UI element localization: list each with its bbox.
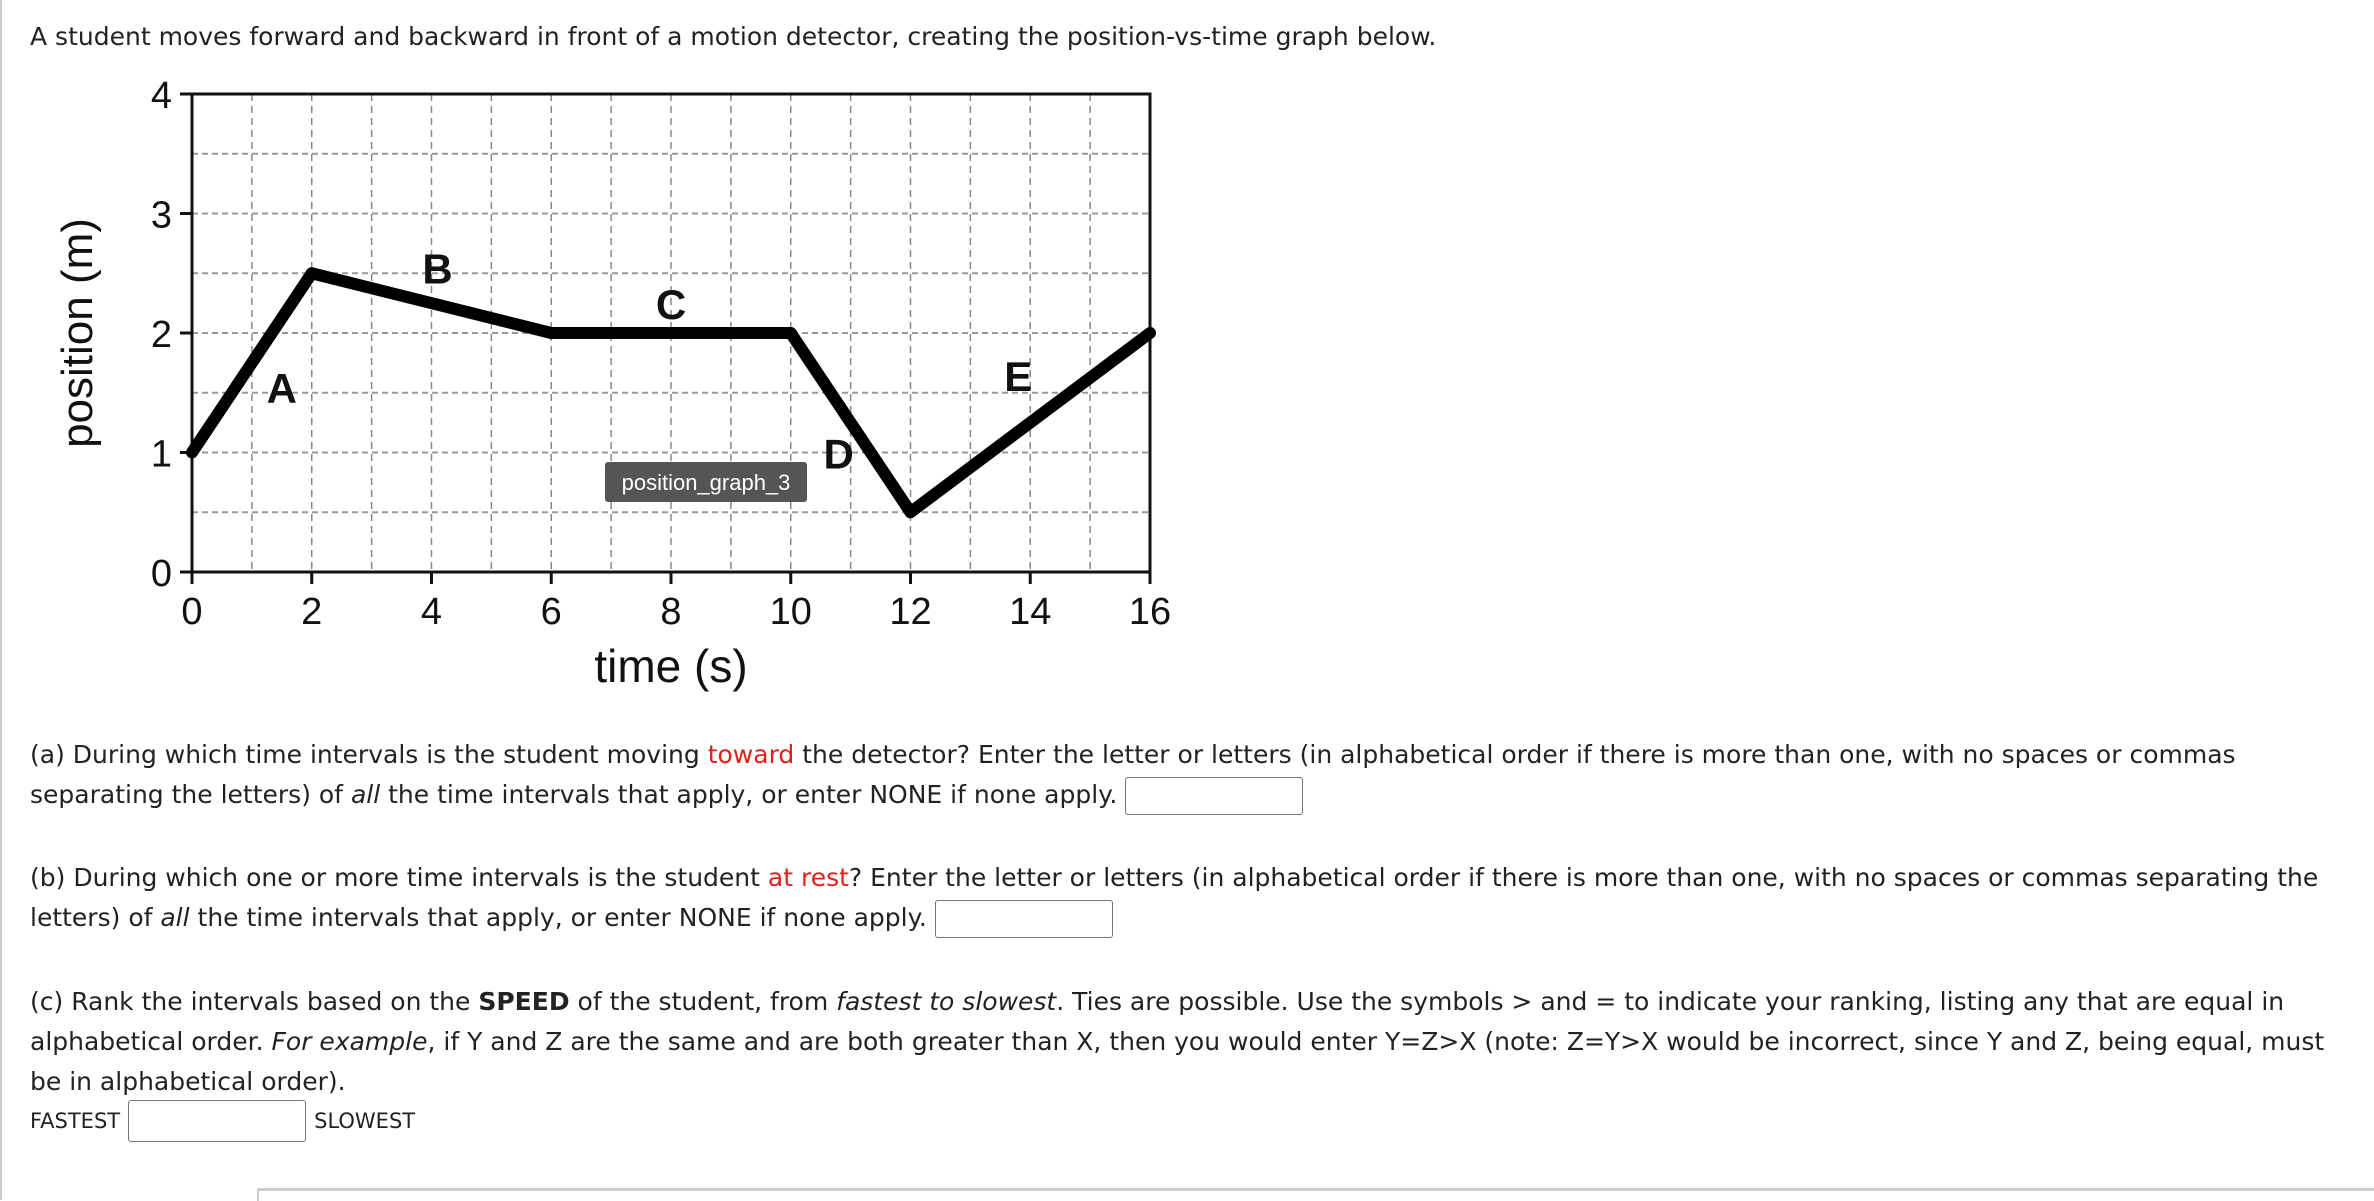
ranking-input[interactable]: [128, 1100, 306, 1142]
question-a-emphasis: all: [350, 780, 381, 809]
x-tick-label: 8: [660, 591, 682, 633]
y-tick-label: 0: [150, 553, 172, 595]
question-b-highlight: at rest: [767, 863, 849, 892]
segment-label-E: E: [1004, 352, 1033, 400]
x-tick-label: 14: [1009, 591, 1052, 633]
question-c-text: (c) Rank the intervals based on the: [30, 987, 479, 1016]
answer-a-input[interactable]: [1125, 777, 1303, 815]
question-b-text: (b) During which one or more time intervals is the student: [30, 863, 768, 892]
position-time-graph: [0, 60, 1220, 720]
intro-text: A student moves forward and backward in front of a motion detector, creating the position-vs-time graph below.: [30, 22, 1437, 51]
x-tick-label: 16: [1128, 591, 1172, 633]
question-b-text-2: ? Enter the letter or letters (in alphabetical order if there is more than one, with no spaces or commas separating the letters) of: [30, 863, 2319, 932]
question-b-emphasis: all: [160, 903, 190, 932]
fastest-label: FASTEST: [30, 1109, 121, 1133]
x-tick-label: 6: [540, 591, 562, 633]
x-tick-label: 12: [889, 591, 932, 633]
question-a-text-3: the time intervals that apply, or enter NONE if none apply.: [380, 780, 1118, 809]
question-c-text-2: of the student, from: [569, 987, 837, 1016]
question-c: [30, 982, 2360, 1102]
segment-label-C: C: [655, 281, 687, 329]
x-tick-label: 4: [420, 591, 443, 633]
question-c-text-3: . Ties are possible. Use the symbols > and = to indicate your ranking, listing any that are equal in alphabetical order.: [30, 987, 2285, 1056]
question-a-text: (a) During which time intervals is the student moving: [30, 740, 708, 769]
tooltip-text: position_graph_3: [621, 470, 791, 495]
y-tick-label: 1: [150, 433, 172, 476]
question-c-emphasis-2: For example: [271, 1027, 428, 1056]
ranking-row: [30, 1100, 415, 1142]
question-b: [30, 858, 2360, 938]
y-axis-label: position (m): [53, 218, 102, 448]
slowest-label: SLOWEST: [314, 1109, 416, 1133]
question-a-text-2: the detector? Enter the letter or letters (in alphabetical order if there is more than one, with no spaces or commas separating the letters) of: [30, 740, 2236, 809]
question-c-emphasis: fastest to slowest: [836, 987, 1057, 1016]
question-a-highlight: toward: [707, 740, 795, 769]
y-tick-label: 4: [150, 75, 172, 117]
question-a: [30, 735, 2360, 815]
y-tick-label: 3: [150, 194, 172, 237]
y-tick-label: 2: [150, 314, 172, 356]
x-tick-label: 0: [181, 591, 203, 633]
segment-label-A: A: [266, 364, 297, 412]
x-tick-label: 2: [301, 591, 323, 633]
x-axis-label: time (s): [594, 640, 748, 692]
segment-label-D: D: [823, 430, 854, 478]
divider: [257, 1188, 2374, 1191]
question-c-bold: SPEED: [478, 987, 570, 1016]
question-b-text-3: the time intervals that apply, or enter NONE if none apply.: [189, 903, 927, 932]
segment-label-B: B: [422, 245, 453, 293]
question-c-text-4: , if Y and Z are the same and are both greater than X, then you would enter Y=Z>X (note: Z=Y>X would be incorrect, since Y and Z, being equal, must be in alphabetical order).: [30, 1027, 2325, 1096]
answer-b-input[interactable]: [935, 900, 1113, 938]
x-tick-label: 10: [769, 591, 812, 633]
